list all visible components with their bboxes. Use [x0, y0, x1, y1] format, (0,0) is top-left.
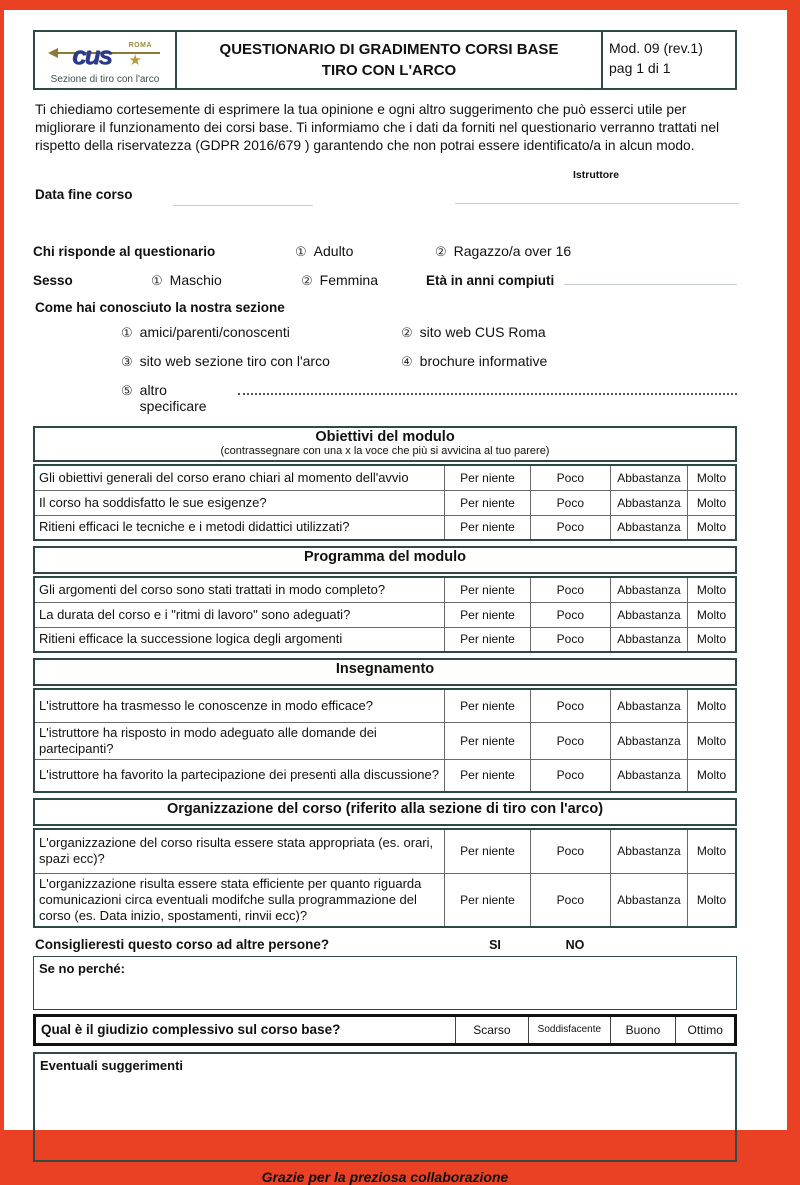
rating-option-abbastanza[interactable]: Abbastanza: [610, 759, 687, 792]
question-text: L'istruttore ha favorito la partecipazione dei presenti alla discussione?: [34, 759, 445, 792]
consiglieresti-row: [33, 937, 737, 952]
section-header-organizzazione-del-corso: [33, 798, 737, 826]
rating-option-abbastanza[interactable]: Abbastanza: [610, 515, 687, 540]
question-text: L'organizzazione risulta essere stata efficiente per quanto riguarda comunicazioni circa eventuali modifche sulla programmazione del corso (es. Data inizio, spostamenti, rinvii ecc)?: [34, 873, 445, 927]
question-text: La durata del corso e i "ritmi di lavoro" sono adeguati?: [34, 602, 445, 627]
rating-option-per-niente[interactable]: Per niente: [445, 602, 531, 627]
option-altro-label: altro specificare: [139, 382, 207, 414]
rating-option-molto[interactable]: Molto: [688, 627, 736, 652]
section-header-obiettivi-del-modulo: [33, 426, 737, 462]
form-mod-number: Mod. 09 (rev.1): [609, 40, 703, 56]
question-row: [34, 722, 736, 759]
rating-option-poco[interactable]: Poco: [530, 465, 610, 490]
section-header-insegnamento: [33, 658, 737, 686]
form-title-line2: TIRO CON L'ARCO: [321, 62, 457, 79]
logo-roma-text: ROMA: [128, 42, 152, 49]
form-title-line1: QUESTIONARIO DI GRADIMENTO CORSI BASE: [219, 41, 559, 58]
chi-risponde-row: [33, 243, 737, 260]
rating-option-abbastanza[interactable]: Abbastanza: [610, 627, 687, 652]
sesso-label: Sesso: [33, 273, 73, 288]
rating-option-poco[interactable]: Poco: [530, 627, 610, 652]
rating-option-abbastanza[interactable]: Abbastanza: [610, 829, 687, 873]
rating-option-molto[interactable]: Molto: [688, 602, 736, 627]
consiglieresti-label: Consiglieresti questo corso ad altre persone?: [35, 936, 330, 952]
section-header-programma-del-modulo: [33, 546, 737, 574]
option-femmina[interactable]: [301, 272, 426, 289]
rating-option-scarso[interactable]: Scarso: [455, 1015, 529, 1044]
question-row: [34, 465, 736, 490]
rating-option-molto[interactable]: Molto: [688, 873, 736, 927]
section-programma-del-modulo: [33, 546, 737, 653]
option-ragazzo-label: Ragazzo/a over 16: [453, 243, 572, 259]
se-no-perche-label: Se no perché:: [39, 960, 125, 976]
rating-option-molto[interactable]: Molto: [688, 689, 736, 722]
question-text: L'istruttore ha trasmesso le conoscenze in modo efficace?: [34, 689, 445, 722]
rating-option-abbastanza[interactable]: Abbastanza: [610, 490, 687, 515]
rating-option-molto[interactable]: Molto: [688, 577, 736, 602]
option-sito-sezione[interactable]: [121, 353, 401, 370]
rating-option-buono[interactable]: Buono: [610, 1015, 676, 1044]
rating-option-molto[interactable]: Molto: [688, 515, 736, 540]
rating-option-poco[interactable]: Poco: [530, 490, 610, 515]
question-text: Ritieni efficace la successione logica degli argomenti: [34, 627, 445, 652]
question-row: [34, 873, 736, 927]
option-sito-sezione-label: sito web sezione tiro con l'arco: [139, 353, 330, 369]
sections: [33, 426, 737, 928]
question-row: [34, 490, 736, 515]
istruttore-label: Istruttore: [573, 169, 620, 181]
question-table-obiettivi-del-modulo: [33, 464, 737, 541]
circled-2-icon: ②: [301, 273, 313, 288]
rating-option-per-niente[interactable]: Per niente: [445, 689, 531, 722]
rating-option-abbastanza[interactable]: Abbastanza: [610, 577, 687, 602]
option-brochure-label: brochure informative: [419, 353, 548, 369]
option-amici-parenti[interactable]: [121, 324, 401, 341]
rating-option-per-niente[interactable]: Per niente: [445, 829, 531, 873]
section-subtitle: (contrassegnare con una x la voce che più si avvicina al tuo parere): [220, 445, 550, 457]
rating-option-abbastanza[interactable]: Abbastanza: [610, 873, 687, 927]
option-adulto[interactable]: [295, 243, 435, 260]
logo-cus-text: cus: [72, 40, 111, 70]
rating-option-per-niente[interactable]: Per niente: [445, 465, 531, 490]
rating-option-abbastanza[interactable]: Abbastanza: [610, 689, 687, 722]
rating-option-per-niente[interactable]: Per niente: [445, 627, 531, 652]
rating-option-poco[interactable]: Poco: [530, 577, 610, 602]
circled-5-icon: ⑤: [121, 383, 133, 398]
rating-option-poco[interactable]: Poco: [530, 689, 610, 722]
rating-option-per-niente[interactable]: Per niente: [445, 490, 531, 515]
form-title: [177, 32, 603, 88]
question-text: Ritieni efficaci le tecniche e i metodi didattici utilizzati?: [34, 515, 445, 540]
circled-3-icon: ③: [121, 354, 133, 369]
option-no[interactable]: NO: [565, 937, 585, 952]
top-fields: [33, 169, 737, 235]
question-text: Il corso ha soddisfatto le sue esigenze?: [34, 490, 445, 515]
section-title: Organizzazione del corso (riferito alla sezione di tiro con l'arco): [166, 801, 604, 817]
altro-specificare-field[interactable]: [238, 383, 737, 395]
chi-risponde-label: Chi risponde al questionario: [33, 244, 216, 259]
question-row: [34, 577, 736, 602]
question-row: [34, 829, 736, 873]
option-brochure[interactable]: [401, 353, 547, 370]
istruttore-field[interactable]: [455, 203, 739, 204]
sesso-row: [33, 272, 737, 289]
suggerimenti-box[interactable]: [33, 1052, 737, 1162]
giudizio-table: [33, 1014, 737, 1046]
question-row: [34, 602, 736, 627]
rating-option-per-niente[interactable]: Per niente: [445, 515, 531, 540]
question-table-programma-del-modulo: [33, 576, 737, 653]
option-sito-cus-label: sito web CUS Roma: [419, 324, 546, 340]
form-meta: [603, 32, 735, 88]
rating-option-poco[interactable]: Poco: [530, 602, 610, 627]
circled-1-icon: ①: [151, 273, 163, 288]
question-text: L'istruttore ha risposto in modo adeguato alle domande dei partecipanti?: [34, 722, 445, 759]
rating-option-molto[interactable]: Molto: [688, 722, 736, 759]
question-table-insegnamento: [33, 688, 737, 793]
circled-2-icon: ②: [435, 244, 447, 259]
option-maschio-label: Maschio: [169, 272, 222, 288]
option-amici-label: amici/parenti/conoscenti: [139, 324, 290, 340]
option-maschio[interactable]: [151, 272, 301, 289]
giudizio-question: Qual è il giudizio complessivo sul corso base?: [35, 1015, 456, 1044]
logo-cell: [35, 32, 177, 88]
section-insegnamento: [33, 658, 737, 793]
conosciuto-options: [33, 324, 737, 414]
section-title: Programma del modulo: [304, 549, 466, 565]
rating-option-poco[interactable]: Poco: [530, 873, 610, 927]
rating-option-per-niente[interactable]: Per niente: [445, 873, 531, 927]
rating-option-poco[interactable]: Poco: [530, 515, 610, 540]
section-organizzazione-del-corso: [33, 798, 737, 928]
rating-option-soddisfacente[interactable]: Soddisfacente: [529, 1015, 610, 1044]
data-fine-corso-field[interactable]: [173, 205, 313, 206]
logo-subtext: Sezione di tiro con l'arco: [50, 74, 160, 85]
rating-option-molto[interactable]: Molto: [688, 829, 736, 873]
rating-option-per-niente[interactable]: Per niente: [445, 759, 531, 792]
cus-roma-logo: [50, 40, 160, 74]
form-header: [33, 30, 737, 90]
rating-option-per-niente[interactable]: Per niente: [445, 722, 531, 759]
data-fine-corso-label: Data fine corso: [35, 187, 133, 202]
question-row: [34, 689, 736, 722]
option-si[interactable]: SI: [489, 937, 501, 952]
eta-field[interactable]: [564, 284, 737, 285]
intro-paragraph: Ti chiediamo cortesemente di esprimere la tua opinione e ogni altro suggerimento che può esserci utile per migliorare il funzionamento dei corsi base. Ti informiamo che i dati da forniti nel questionario verranno trattati nel rispetto della riservatezza (GDPR 2016/679 ) garantendo che non potrai essere identificato/a in alcun modo.: [35, 102, 720, 153]
conosciuto-label: Come hai conosciuto la nostra sezione: [35, 300, 285, 315]
rating-option-abbastanza[interactable]: Abbastanza: [610, 722, 687, 759]
circled-4-icon: ④: [401, 354, 413, 369]
rating-option-poco[interactable]: Poco: [530, 829, 610, 873]
question-row: [34, 627, 736, 652]
rating-option-poco[interactable]: Poco: [530, 722, 610, 759]
suggerimenti-label: Eventuali suggerimenti: [40, 1057, 184, 1073]
question-text: Gli obiettivi generali del corso erano chiari al momento dell'avvio: [34, 465, 445, 490]
question-table-organizzazione-del-corso: [33, 828, 737, 928]
form-page-number: pag 1 di 1: [609, 60, 671, 76]
section-title: Obiettivi del modulo: [315, 429, 455, 445]
section-obiettivi-del-modulo: [33, 426, 737, 541]
option-adulto-label: Adulto: [313, 243, 354, 259]
section-title: Insegnamento: [335, 661, 435, 677]
rating-option-molto[interactable]: Molto: [688, 490, 736, 515]
option-ragazzo-over-16[interactable]: [435, 243, 571, 260]
circled-2-icon: ②: [401, 325, 413, 340]
rating-option-abbastanza[interactable]: Abbastanza: [610, 465, 687, 490]
rating-option-molto[interactable]: Molto: [688, 465, 736, 490]
rating-option-ottimo[interactable]: Ottimo: [676, 1015, 736, 1044]
eta-label: Età in anni compiuti: [426, 273, 555, 288]
question-text: Gli argomenti del corso sono stati trattati in modo completo?: [34, 577, 445, 602]
option-sito-cus-roma[interactable]: [401, 324, 546, 341]
option-altro[interactable]: [121, 382, 237, 414]
circled-1-icon: ①: [121, 325, 133, 340]
question-row: [34, 515, 736, 540]
thanks-message: Grazie per la preziosa collaborazione: [261, 1168, 509, 1185]
form-page: [4, 10, 787, 1185]
rating-option-per-niente[interactable]: Per niente: [445, 577, 531, 602]
rating-option-poco[interactable]: Poco: [530, 759, 610, 792]
question-row: [34, 759, 736, 792]
se-no-perche-box[interactable]: [33, 956, 737, 1010]
option-femmina-label: Femmina: [319, 272, 379, 288]
circled-1-icon: ①: [295, 244, 307, 259]
rating-option-molto[interactable]: Molto: [688, 759, 736, 792]
star-icon: ★: [128, 52, 142, 69]
rating-option-abbastanza[interactable]: Abbastanza: [610, 602, 687, 627]
question-text: L'organizzazione del corso risulta essere stata appropriata (es. orari, spazi ecc)?: [34, 829, 445, 873]
arrowhead-icon: [48, 48, 58, 58]
